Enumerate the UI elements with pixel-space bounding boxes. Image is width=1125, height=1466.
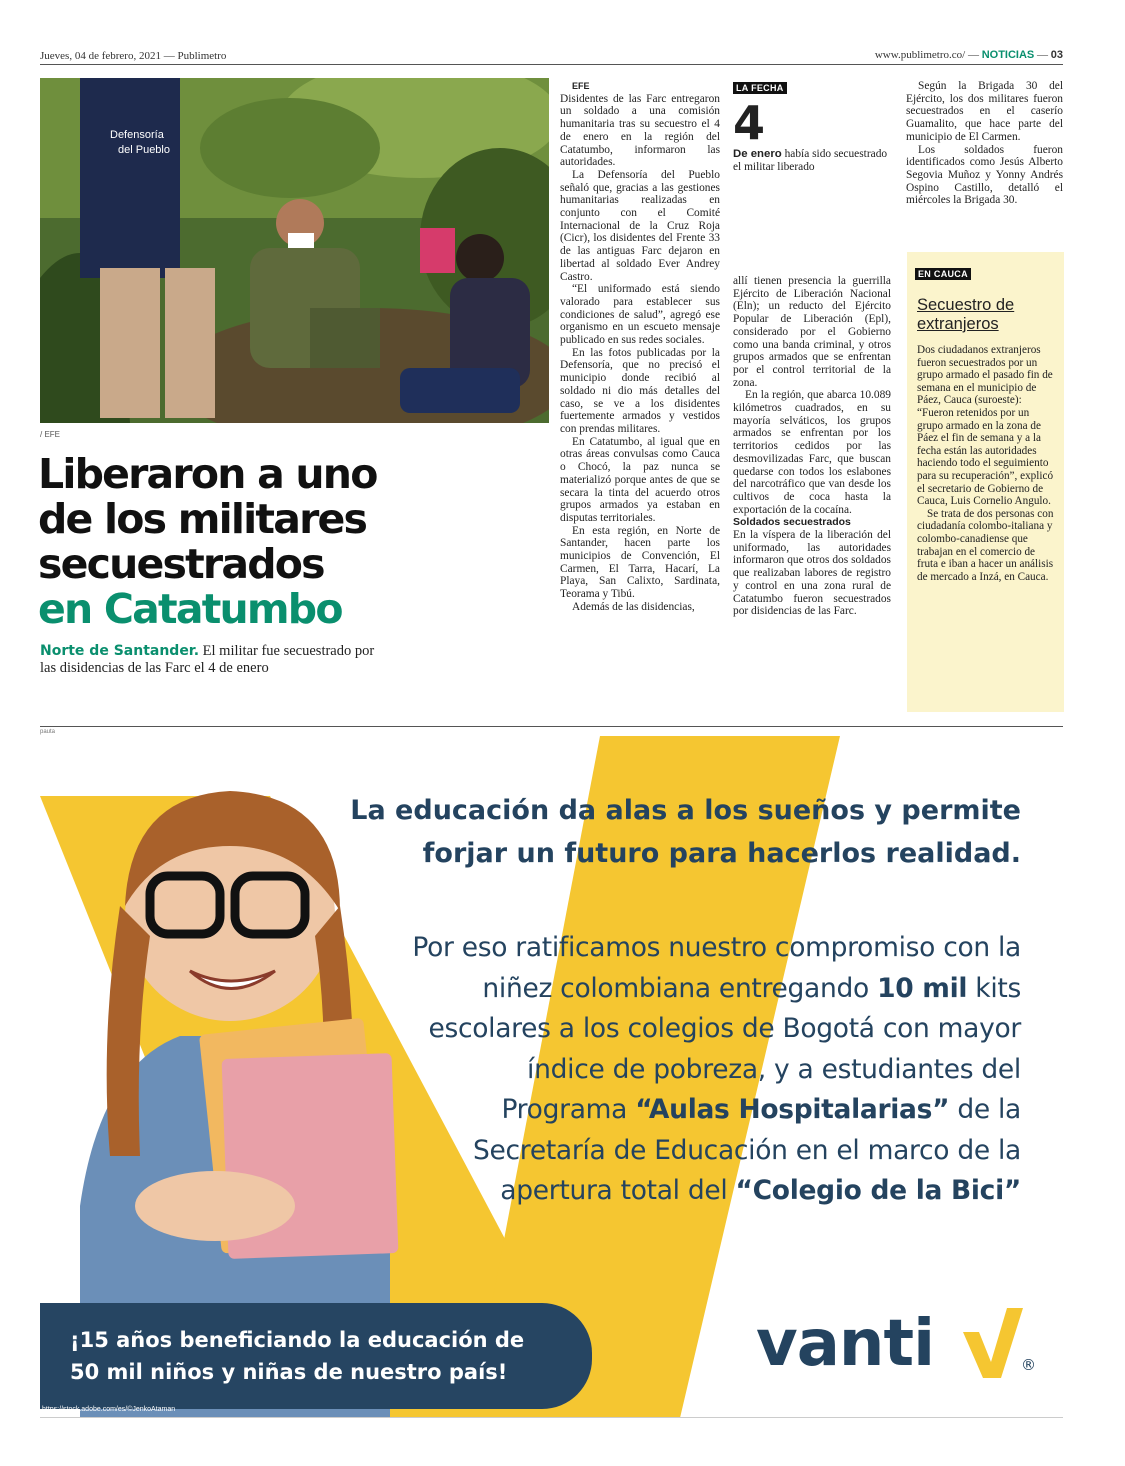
image-credit-url: https://stock.adobe.com/es/©JenkoAtaman (42, 1406, 176, 1413)
article-column-3 (906, 80, 1063, 207)
site-url[interactable]: www.publimetro.co/ (874, 49, 966, 61)
ad-headline: La educación da alas a los sueños y permite forjar un futuro para hacerlos realidad. (350, 795, 1021, 869)
article-paragraph: En esta región, en Norte de Santander, hacen parte los municipios de Convención, El Carmen, El Tarra, Hacarí, La Playa, San Calixto, Sardinata, Teorama y Tibú. (560, 524, 720, 601)
dek-text: El militar fue secuestrado por las disidencias de las Farc el 4 de enero (40, 643, 375, 676)
article-paragraph: En la región, que abarca 10.089 kilómetros cuadrados, en su mayoría selváticos, los grupos armados se enfrentan por los territorios cedidos por las desmovilizadas Farc, que buscan quedarse con todos los eslabones del narcotráfico que van desde los cultivos de coca hasta la exportación de la cocaína. (733, 389, 891, 516)
svg-text:del Pueblo: del Pueblo (118, 144, 170, 156)
page-number: 03 (1050, 49, 1063, 61)
fecha-bold: De enero (733, 148, 782, 160)
article-column-1 (560, 80, 720, 614)
ad-body (401, 928, 1021, 1212)
sidebar-paragraph: Dos ciudadanos extranjeros fueron secuestrados por un grupo armado el pasado fin de semana en el municipio de Páez, Cauca (suroeste): “Fueron retenidos por un grupo armado en la zona de Páez el fin de semana y a la fecha están las autoridades haciendo todo el seguimiento para su recuperación”, explicó el secretario de Gobierno de Cauca, Luis Cornelio Angulo. (917, 344, 1054, 508)
header-dash: — (965, 49, 982, 61)
article-paragraph: Según la Brigada 30 del Ejército, los dos militares fueron secuestrados en el caserío Guamalito, que hace parte del municipio de El Carmen. (906, 80, 1063, 143)
article-paragraph: “El uniformado está siendo valorado para establecer sus condiciones de salud”, agregó ese organismo en un escueto mensaje publicado en sus redes sociales. (560, 283, 720, 347)
page-header-date: Jueves, 04 de febrero, 2021 — Publimetro (40, 50, 227, 62)
sidebar-title: Secuestro de extranjeros (917, 296, 1015, 333)
fecha-text: había sido secuestrado el militar liberado (733, 148, 888, 173)
sidebar-tag: EN CAUCA (915, 268, 971, 280)
advertisement[interactable] (40, 736, 1063, 1418)
date-fact-box (733, 78, 893, 173)
article-paragraph: En Catatumbo, al igual que en otras áreas convulsas como Cauca o Chocó, la paz nunca se materializó porque antes de que se secara la tinta del acuerdo otros grupos armados ya estaban en disputas territoriales. (560, 435, 720, 524)
header-dash: — (1034, 49, 1051, 61)
sidebar-paragraph: Se trata de dos personas con ciudadanía colombo-italiana y colombo-canadiense que trabajan en el comercio de fruta e iban a hacer un análisis de mercado a Inzá, en Cauca. (917, 507, 1054, 583)
ad-body-text: Por eso ratificamos nuestro compromiso con la niñez colombiana entregando (412, 932, 1021, 1004)
ad-body-bold: “Colegio de la Bici” (735, 1175, 1021, 1206)
ad-mark: pauta (40, 729, 56, 735)
article-paragraph: allí tienen presencia la guerrilla Ejército de Liberación Nacional (Eln); un reducto del Ejército Popular de Liberación (Epl), considerado por el Gobierno como una banda criminal, y otros grupos armados que se enfrentan por el control territorial de la zona. (733, 275, 891, 389)
jungle-scene-illustration (40, 78, 549, 423)
fecha-description (733, 148, 893, 173)
section-divider (40, 726, 1063, 727)
ad-banner-text (70, 1324, 524, 1388)
checkmark-icon (963, 1308, 1023, 1380)
article-paragraph: En las fotos publicadas por la Defensoría, que no precisó el municipio donde recibió al soldado ni dio más detalles del caso, se ve a los disidentes fuertemente armados y vestidos con prendas militares. (560, 346, 720, 435)
headline-line: secuestrados (38, 540, 324, 588)
header-rule (40, 64, 1063, 65)
fecha-number: 4 (733, 96, 766, 150)
fecha-tag: LA FECHA (733, 82, 787, 94)
dek-lead: Norte de Santander. (40, 643, 200, 659)
ad-body-bold: “Aulas Hospitalarias” (635, 1094, 950, 1125)
photo-credit: / EFE (40, 430, 61, 439)
ad-body-bold: 10 mil (877, 972, 968, 1004)
article-headline (38, 452, 548, 632)
article-paragraph: En la víspera de la liberación del uniformado, las autoridades informaron que otros dos soldados que realizaban labores de registro y control en una zona rural de Catatumbo fueron secuestrados por disidencias de las Farc. (733, 529, 891, 618)
headline-line: de los militares (38, 495, 367, 543)
article-subhead: Soldados secuestrados (733, 516, 851, 529)
ad-body-text: kits escolares a los colegios de Bogotá con mayor índice de pobreza, y a estudiantes del Programa (428, 972, 1021, 1125)
vanti-logo-word: vanti (756, 1307, 934, 1381)
ad-banner-line: 50 mil niños y niñas de nuestro país! (70, 1360, 508, 1384)
sidebar-text (917, 344, 1054, 583)
page-header-right (875, 49, 1063, 61)
ad-body-text: de la Secretaría de Educación en el marco de la apertura total del (473, 1094, 1021, 1206)
ad-banner-line: ¡15 años beneficiando la educación de (70, 1328, 525, 1352)
sidebar-box (907, 252, 1064, 712)
article-paragraph: Los soldados fueron identificados como Jesús Alberto Segovia Muñoz y Yonny Andrés Ospino Castillo, detalló el miércoles la Brigada 30. (906, 143, 1063, 207)
headline-line-highlight: en Catatumbo (38, 585, 342, 633)
svg-text:Defensoría: Defensoría (110, 129, 164, 141)
article-paragraph: Además de las disidencias, (572, 600, 695, 613)
article-column-2 (733, 275, 891, 618)
article-dek (40, 643, 390, 677)
section-label: NOTICIAS (981, 49, 1035, 61)
byline: EFE (572, 81, 590, 91)
ad-banner (40, 1303, 592, 1409)
article-paragraph: Disidentes de las Farc entregaron un soldado a una comisión humanitaria tras su secuestro el 4 de enero en la región del Catatumbo, informaron las autoridades. (560, 92, 720, 169)
article-paragraph: La Defensoría del Pueblo señaló que, gracias a las gestiones humanitarias realizadas en conjunto con el Comité Internacional de la Cruz Roja (Cicr), los disidentes del Frente 33 de las antiguas Farc dejaron en libertad al soldado Ever Andrey Castro. (560, 168, 720, 283)
news-photo (40, 78, 549, 423)
registered-mark: ® (1021, 1356, 1036, 1374)
headline-line: Liberaron a uno (38, 450, 377, 498)
